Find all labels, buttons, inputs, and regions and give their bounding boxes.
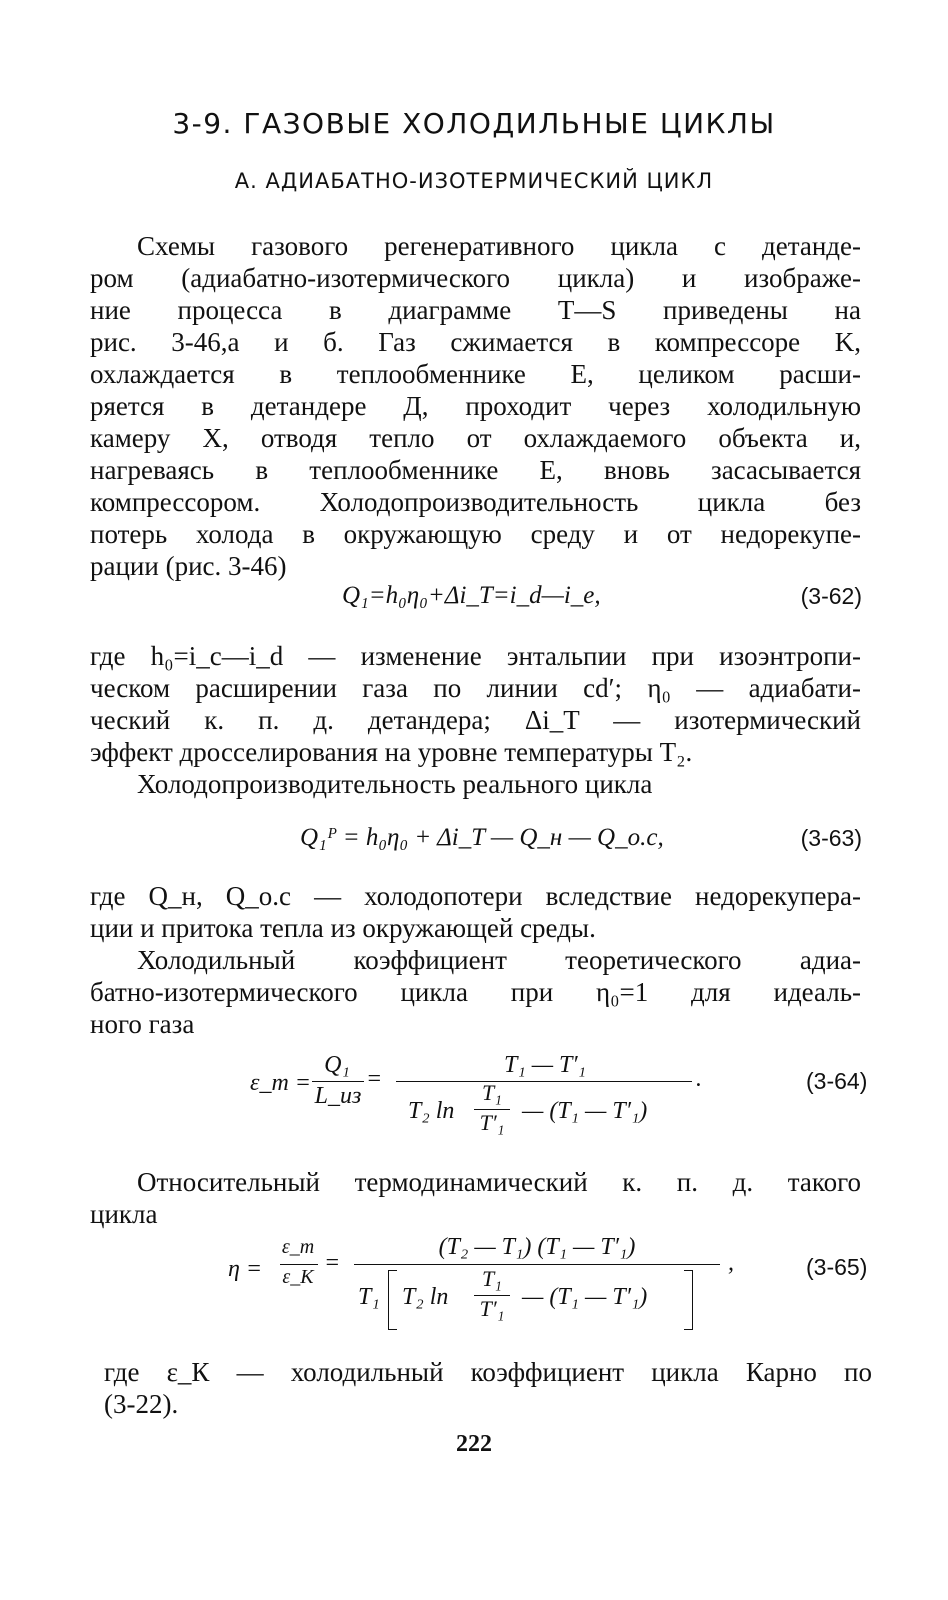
text-line: компрессором. Холодопроизводительность цикла без [90,487,861,517]
text-line: рис. 3-46,а и б. Газ сжимается в компрессоре K, [90,327,861,357]
denominator-part: T₂ ln [408,1098,455,1124]
text-line: где h₀=i_c—i_d — изменение энтальпии при изоэнтропи- [90,641,861,671]
fraction-denominator: L_из [314,1083,362,1109]
text-line: эффект дросселирования на уровне температуры T₂. [90,737,693,767]
text-line: нагреваясь в теплообменнике E, вновь засасывается [90,455,861,485]
text-line: рации (рис. 3-46) [90,551,287,581]
fraction-numerator: Q₁ [324,1052,350,1078]
text-line: цикла [90,1199,158,1229]
denominator-part: — (T₁ — T′₁) [522,1098,648,1124]
text-line: Холодильный коэффициент теоретического адиа- [137,945,861,975]
text-line: где Q_н, Q_о.с — холодопотери вследствие недорекупера- [90,881,861,911]
inner-numerator: T₁ [482,1266,502,1291]
inner-denominator: T′₁ [479,1110,505,1135]
fraction-numerator: (T₂ — T₁) (T₁ — T′₁) [438,1234,636,1260]
fraction-bar [280,1264,318,1265]
equals-sign: = [366,1066,383,1092]
equation-number: (3-64) [806,1068,868,1094]
denominator-part: — (T₁ — T′₁) [522,1284,648,1310]
text-line: где ε_К — холодильный коэффициент цикла Карно по [104,1357,872,1387]
equation-expression: Q₁=h₀η₀+Δi_T=i_d—i_e, [342,582,601,609]
text-line: Схемы газового регенеративного цикла с детанде- [137,231,861,261]
right-bracket [684,1270,693,1330]
subsection-title: А. АДИАБАТНО-ИЗОТЕРМИЧЕСКИЙ ЦИКЛ [234,169,714,193]
equation-lhs: η = [228,1256,263,1282]
equation-lhs: ε_т = [250,1070,311,1096]
fraction-bar [354,1264,720,1265]
text-line: Холодопроизводительность реального цикла [137,769,653,799]
text-line: Относительный термодинамический к. п. д. такого [137,1167,861,1197]
inner-numerator: T₁ [482,1080,502,1105]
punctuation: , [728,1250,734,1276]
punctuation: . [696,1066,702,1092]
text-line: ции и притока тепла из окружающей среды. [90,913,596,943]
fraction-numerator: ε_т [281,1236,315,1258]
equation-number: (3-62) [800,583,862,609]
equation-expression: Q₁ᴾ = h₀η₀ + Δi_T — Q_н — Q_о.с, [300,824,664,851]
text-line: ческом расширении газа по линии cd′; η₀ — адиабати- [90,673,861,703]
denominator-part: T₁ [358,1284,380,1310]
denominator-part: T₂ ln [402,1284,449,1310]
fraction-bar [312,1081,364,1082]
inner-denominator: T′₁ [479,1296,505,1321]
text-line: ром (адиабатно-изотермического цикла) и изображе- [90,263,861,293]
text-line: охлаждается в теплообменнике E, целиком расши- [90,359,861,389]
page-number: 222 [456,1431,492,1457]
text-line: ряется в детандере Д, проходит через холодильную [90,391,861,421]
text-line: ческий к. п. д. детандера; Δi_T — изотермический [90,705,861,735]
text-line: ние процесса в диаграмме T—S приведены на [90,295,861,325]
text-line: (3-22). [104,1389,179,1419]
equation-number: (3-65) [806,1254,868,1280]
text-line: ного газа [90,1009,195,1039]
text-line: батно-изотермического цикла при η₀=1 для идеаль- [90,977,861,1007]
text-line: камеру X, отводя тепло от охлаждаемого объекта и, [90,423,861,453]
left-bracket [388,1270,397,1330]
fraction-bar [396,1081,692,1082]
text-line: потерь холода в окружающую среду и от недорекупе- [90,519,861,549]
fraction-numerator: T₁ — T′₁ [504,1052,586,1078]
section-title: 3-9. ГАЗОВЫЕ ХОЛОДИЛЬНЫЕ ЦИКЛЫ [172,107,776,140]
equals-sign: = [324,1250,341,1276]
fraction-denominator: ε_К [282,1266,314,1288]
equation-number: (3-63) [800,825,862,851]
